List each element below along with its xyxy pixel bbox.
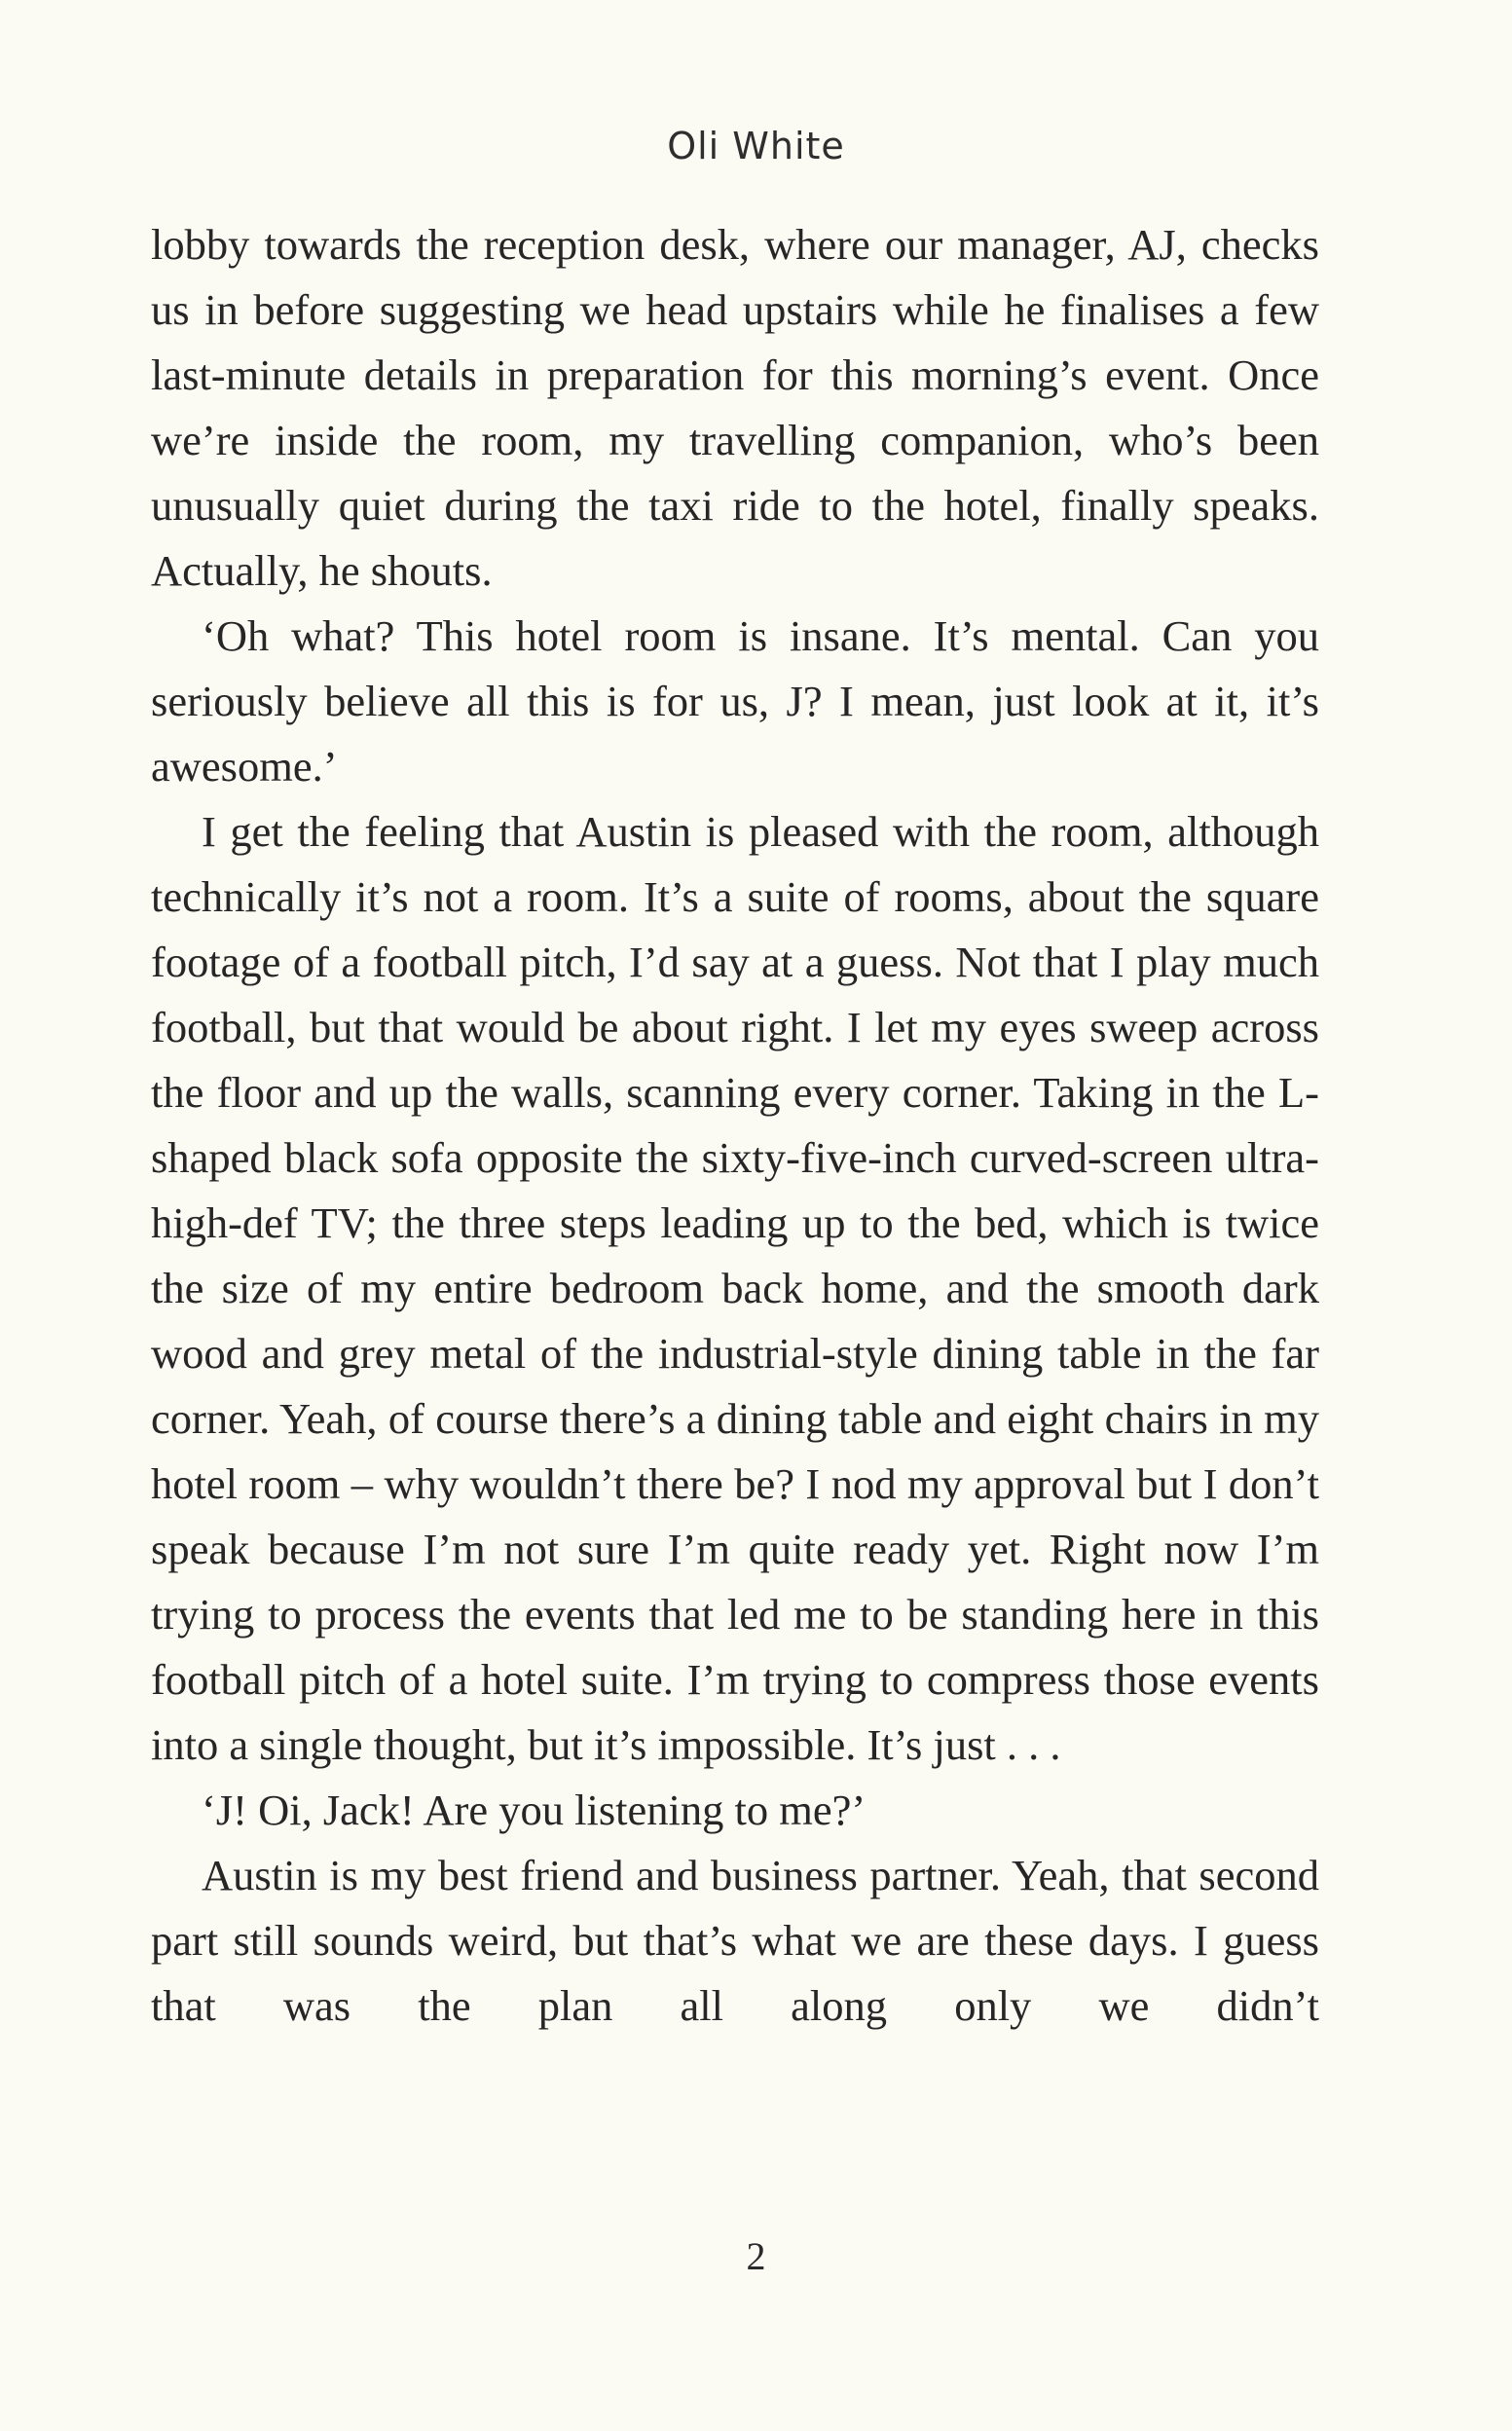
paragraph-austin-intro: Austin is my best friend and business partner. Yeah, that second part still sounds weird, but that’s what we are these days. I guess that was the plan all along only we didn’t: [151, 1851, 1319, 2030]
paragraph-continuation: lobby towards the reception desk, where our manager, AJ, checks us in before suggesting we head upstairs while he finalises a few last-minute details in preparation for this morning’s event. Once we’re inside the room, my travelling companion, who’s been unusually quiet during the taxi ride to the hotel, finally speaks. Actually, he shouts.: [151, 220, 1319, 595]
paragraph-dialogue-jack: ‘J! Oi, Jack! Are you listening to me?’: [202, 1786, 867, 1834]
paragraph-suite-description: I get the feeling that Austin is pleased with the room, although technically it’s not a room. It’s a suite of rooms, about the square footage of a football pitch, I’d say at a guess. Not that I play much football, but that would be about right. I let my eyes sweep across the floor and up the walls, scanning every corner. Taking in the L-shaped black sofa opposite the sixty-five-inch curved-screen ultra-high-def TV; the three steps leading up to the bed, which is twice the size of my entire bedroom back home, and the smooth dark wood and grey metal of the industrial-style dining table in the far corner. Yeah, of course there’s a dining table and eight chairs in my hotel room – why wouldn’t there be? I nod my approval but I don’t speak because I’m not sure I’m quite ready yet. Right now I’m trying to process the events that led me to be standing here in this football pitch of a hotel suite. I’m trying to compress those events into a single thought, but it’s impossible. It’s just . . .: [151, 807, 1319, 1769]
body-text: [151, 212, 1319, 2039]
page-number: 2: [746, 2234, 766, 2278]
running-head: Oli White: [667, 125, 845, 167]
paragraph-dialogue-austin: ‘Oh what? This hotel room is insane. It’s mental. Can you seriously believe all this is for us, J? I mean, just look at it, it’s awesome.’: [151, 611, 1319, 791]
